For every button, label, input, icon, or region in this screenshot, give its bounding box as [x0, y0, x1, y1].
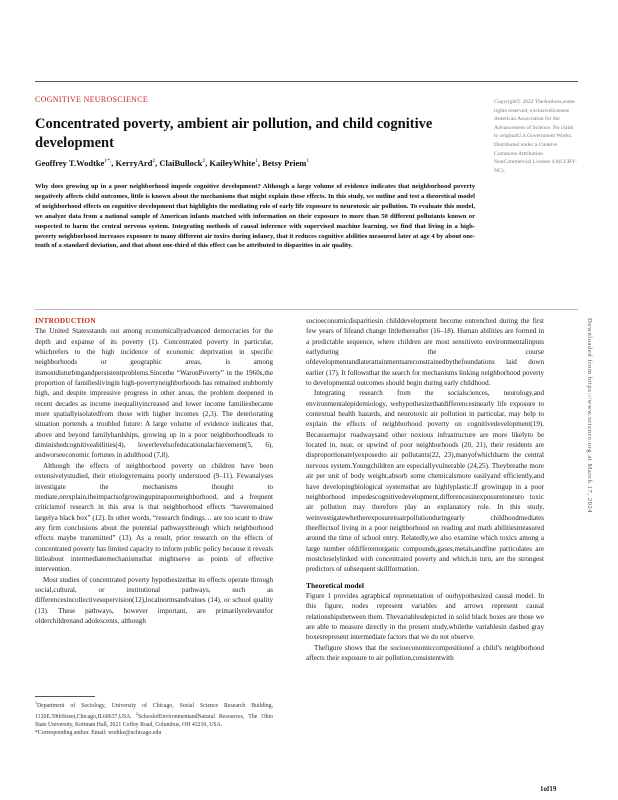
- intro-paragraph-3: Most studies of concentrated poverty hypothesizethat its effects operate through social,cultural, or institutional pathways, such as differencesincollectivesupervision(12),localnormsandvalues (14), or school quality (13). These pathways, however important, are primarilyrelevantfor olderchildrenand adolescents, although: [35, 575, 273, 625]
- section-label: COGNITIVE NEUROSCIENCE: [35, 95, 149, 104]
- col2-paragraph-4: Thefigure shows that the socioeconomiccompositionof a child’s neighborhood affects their exposure to air pollution,consistentwith: [306, 643, 544, 662]
- author-affiliation: 1: [306, 158, 310, 165]
- abstract: Why does growing up in a poor neighborhood impede cognitive development? Although a large volume of evidence indicates that neighborhood poverty negatively affects child outcomes, little is known about the mechanisms that might explain these effects. In this study, we outline and test a theoretical model of neighborhood effects on cognitive development that highlights the mediating role of early life exposure to neurotoxic air pollution. To evaluate this model, we analyze data from a national sample of American infants matched with information on their exposure to more than 50 different pollutants known or suspected to harm the central nervous system. Integrating methods of causal inference with supervised machine learning, we find that living in a high-poverty neighborhood increases exposure to many different air toxics during infancy, that it reduces cognitive abilities measured later at age 4 by about one-tenth of a standard deviation, and that about one-third of this effect can be attributed to disparities in air quality.: [35, 183, 475, 250]
- author-affiliation: 2: [152, 158, 156, 165]
- theoretical-model-heading: Theoretical model: [306, 580, 364, 590]
- author-name[interactable]: ClaiBullock: [159, 158, 203, 168]
- download-sidebar: [586, 318, 600, 566]
- page-number: 1of19: [540, 785, 557, 793]
- affiliation-footnote: $^1$Department of Sociology, University of Chicago, Social Science Research Building, 1126E.59thStreet,Chicago,IL60637,USA. $^2$SchoolofEnvironmentandNatural Resources, The Ohio State University, Kottman Hall, 2021 Coffey Road, Columbus, OH 43210, USA.: [35, 700, 274, 729]
- footnotes: [35, 699, 273, 738]
- author-name[interactable]: Betsy Priem: [262, 158, 307, 168]
- article-title: Concentrated poverty, ambient air pollution, and child cognitive development: [35, 116, 433, 151]
- section-divider: [35, 309, 578, 310]
- download-notice[interactable]: Downloaded from https://www.science.org at March 17, 2024: [586, 318, 593, 514]
- intro-paragraph-2: Although the effects of neighborhood poverty on children have been extensivelystudied, their etiologyremains poorly understood (9–11). Fewanalyses investigate the mechanisms thought to mediate,orexplain,theimpactsofgrowingupinapoorneighborhood, and a frequent criticismof research in this area is that neighborhood effects “haveremained largelya black box” (12). In other words, “research findings… are too scant to draw any firm conclusions about the potential pathwaysthrough which neighborhood effects maybe transmitted” (13). As a result, prior research on the effects of concentrated poverty has limited capacity to inform public policy because it reveals littleabout intermediatemechanismsthat mightserve as points of effective intervention.: [35, 461, 273, 574]
- author-name[interactable]: KaileyWhite: [209, 158, 256, 168]
- author-name[interactable]: Geoffrey T.Wodtke: [35, 158, 105, 168]
- intro-paragraph-1: The United Statesstands out among economicallyadvanced democracies for the depth and expanse of its poverty (1). Concentrated poverty in particular, whichrefers to the high incidence of economic deprivation in specific neighborhoods or geographic areas, is among itsmostdisturbingandpersistentproblems.Sincethe “WaronPoverty” in the 1960s,the proportion of familieslivingin high-povertyneighborhoods has remained stubbornly high, and despite impressive progress in other areas, the problem deepened in recent decades as income inequalityincreased and lower income familiesbecame more spatiallyisolatedfrom those with higher incomes (2,3). The deteriorating situation portends a troubled future: A large volume of evidence indicates that, above and beyond familyhardships, growing up in a poor neighborhoodleads to diminishedcognitiveabilities(4), lowerlevelsofeducationalachievement(5, 6), andworseeconomic fortunes in adulthood (7,8).: [35, 327, 273, 460]
- col2-paragraph-1: socioeconomicdisparitiesin childdevelopment become entrenched during the first few years of lifeand change littlethereafter (16–18). Human abilities are formed in a predictable sequence, where children are most sensitiveto environmentalinputs earlyduring the course ofdevelopmentandlaterattainmentsareconstrainedbythefoundations laid down earlier (17). It followsthat the search for mechanisms linking neighborhood poverty to developmental outcomes should begin during early childhood.: [306, 317, 544, 388]
- footnote-rule: [35, 696, 95, 697]
- introduction-heading: INTRODUCTION: [35, 316, 96, 325]
- author-affiliation: 2: [202, 158, 206, 165]
- author-list: Geoffrey T.Wodtke$^{1*,}$, KerryArd$^2$, ClaiBullock$^2$, KaileyWhite$^1$, Betsy Priem$^1$: [35, 158, 310, 168]
- col2-paragraph-2: Integrating research from the socialsciences, neurology,and environmentalepidemiology, wehypothesizethatdifferencesinearly life exposure to contextual health hazards, and neurotoxic air pollution in particular, may help to explain the effects of neighborhood poverty on cognitivedevelopment(19). Becausemajor roadwaysand other noxious infrastructure are more likelyto be located in, near, or upwind of poor neighborhoods (20, 21), their residents are disproportionatelyexposedto air pollutants(22, 23),manyofwhichharm the central nervous system.Youngchildren are especiallyvulnerable (24,25). Theybreathe more air per unit of body weight,absorb some chemicalsmore easilyand efficiently,and have developingbiological systemsthat are highlyplastic.If growingup in a poor neighborhood impedescognitivedevelopment,differencesinexposuretoneuro toxic air pollution may therefore play an explanatory role. In this study, weinvestigatewhetherexposuretoairpollutionduringearly childhoodmediates theeffectsof living in a poor neighborhood on reading and math abilitiesmeasured around the time of school entry. Relatedly,we also examine which toxics among a large number ofdifferentorganic compounds,gases,metals,andfine particulates are mostcloselylinked with concentrated poverty and which,in turn, are the strongest predictors of subsequent skillformation.: [306, 389, 544, 574]
- col2-paragraph-3: Figure 1 provides agraphical representation of ourhypothesized causal model. In this figure, nodes represent variables and arrows represent causal relationshipsbetween them. Thevariablesdepicted in solid black boxes are those we are able to measure directly in the present study,whilethe variablesin dashed gray boxesrepresent intermediate factors that we do not observe.: [306, 591, 544, 642]
- left-column: [35, 316, 273, 626]
- right-column: [306, 316, 544, 663]
- top-rule: [35, 81, 578, 82]
- author-name[interactable]: KerryArd: [115, 158, 153, 168]
- corresponding-author-note: *Corresponding author. Email: wodtke@uchicago.edu: [35, 730, 162, 737]
- author-affiliation: 1: [255, 158, 258, 165]
- author-affiliation: 1*,: [104, 158, 112, 165]
- copyright-notice: Copyright© 2022 TheAuthors,some rights reserved; exclusivelicensee American Association for the Advancement of Science. No claim to originalU.S.Government Works. Distributed under a Creative Commons Attribution NonCommercial License 4.0(CCBY-NC).: [494, 99, 577, 174]
